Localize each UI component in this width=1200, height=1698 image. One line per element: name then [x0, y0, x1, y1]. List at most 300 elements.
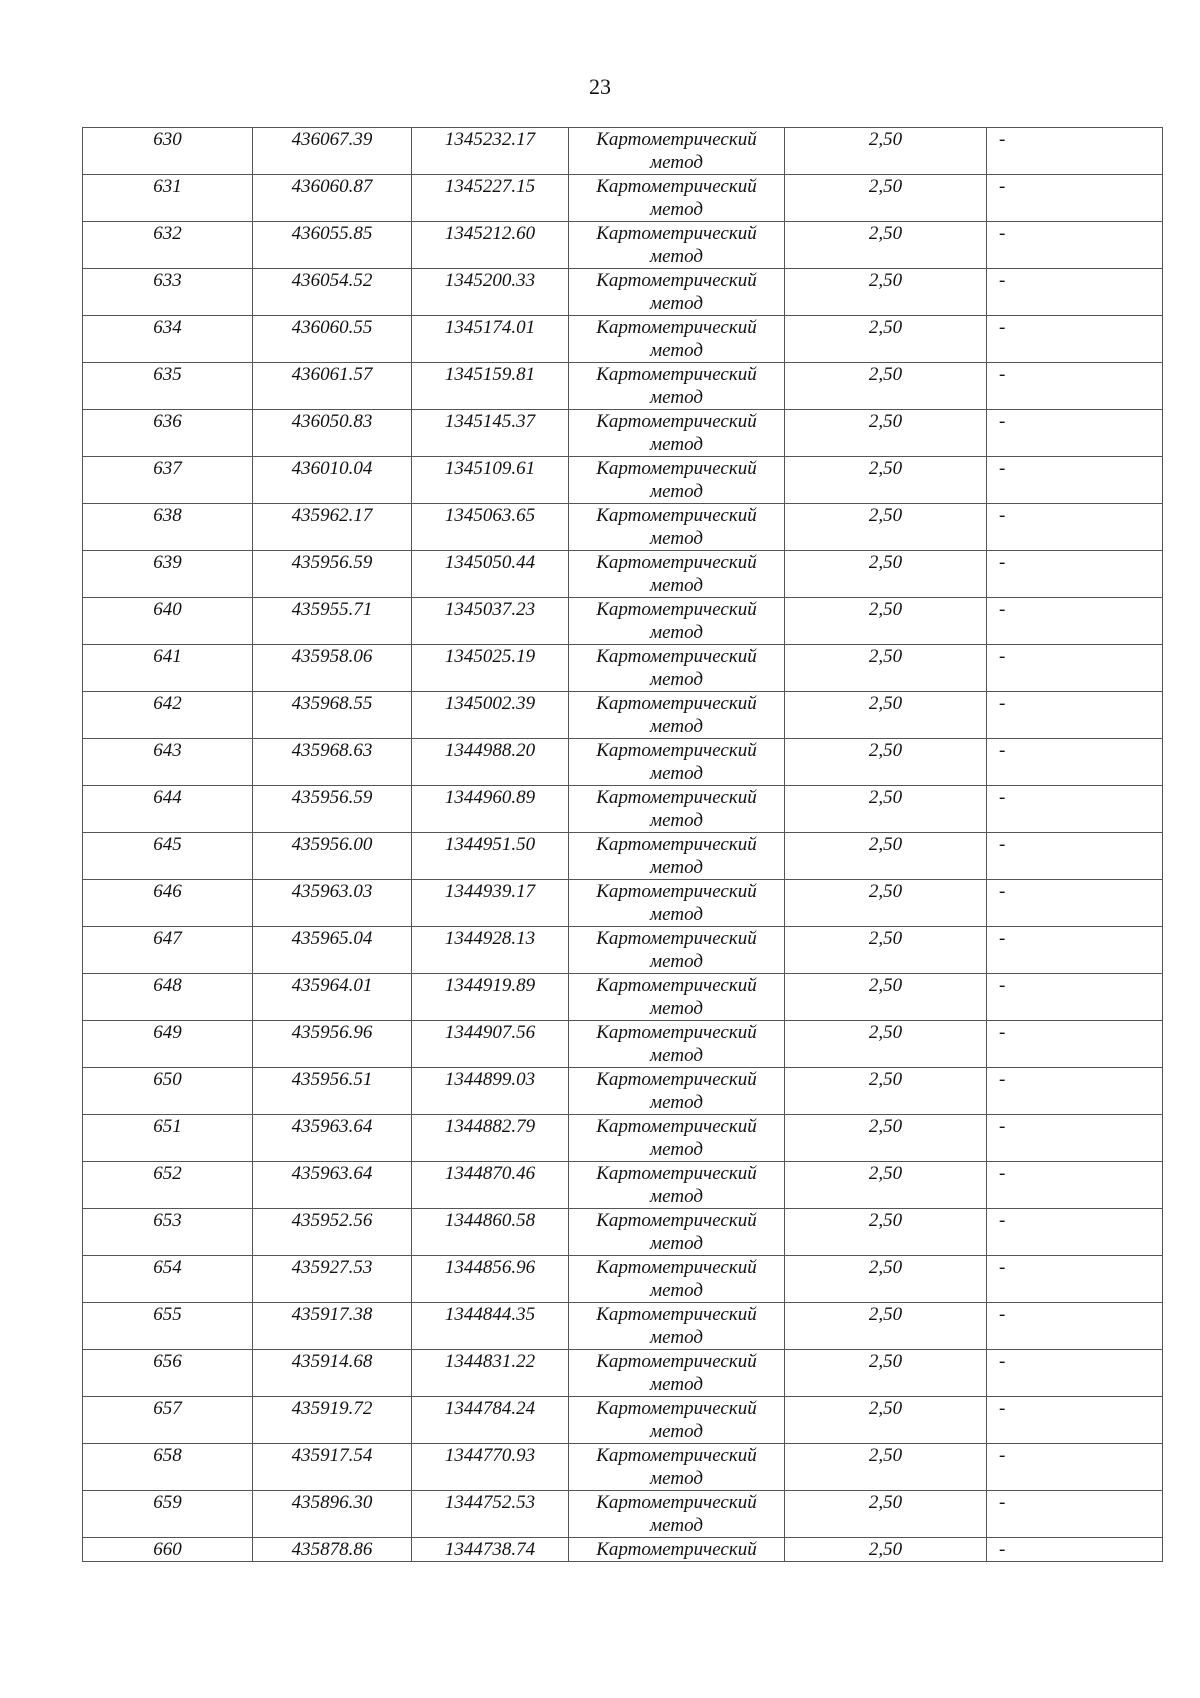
y-coordinate-text: 1344860.58: [444, 1210, 536, 1231]
y-coordinate-cell: [412, 1068, 569, 1115]
y-coordinate-cell: [412, 1256, 569, 1303]
x-coordinate-text: 435963.64: [291, 1163, 373, 1184]
accuracy-text: 2,50: [868, 176, 903, 197]
note-cell: [987, 1538, 1163, 1562]
point-number-text: 632: [153, 223, 182, 244]
accuracy-text: 2,50: [868, 975, 903, 996]
x-coordinate-cell: [253, 457, 412, 504]
y-coordinate-text: 1344960.89: [444, 787, 536, 808]
note-text: -: [999, 1022, 1006, 1043]
point-number-cell: [83, 880, 253, 927]
method-text: Картометрический метод: [596, 1398, 757, 1442]
note-cell: [987, 927, 1163, 974]
point-number-text: 652: [153, 1163, 182, 1184]
accuracy-text: 2,50: [868, 693, 903, 714]
note-text: -: [999, 1210, 1006, 1231]
x-coordinate-cell: [253, 1303, 412, 1350]
accuracy-cell: [785, 1209, 987, 1256]
x-coordinate-cell: [253, 1397, 412, 1444]
accuracy-cell: [785, 692, 987, 739]
y-coordinate-text: 1345212.60: [444, 223, 536, 244]
note-cell: [987, 316, 1163, 363]
accuracy-text: 2,50: [868, 787, 903, 808]
method-cell: [569, 645, 785, 692]
point-number-cell: [83, 269, 253, 316]
method-text: Картометрический метод: [596, 1257, 757, 1301]
accuracy-cell: [785, 1021, 987, 1068]
method-text: Картометрический метод: [596, 1116, 757, 1160]
x-coordinate-cell: [253, 1115, 412, 1162]
y-coordinate-cell: [412, 927, 569, 974]
y-coordinate-cell: [412, 222, 569, 269]
table-row: [83, 269, 1163, 316]
method-cell: [569, 504, 785, 551]
accuracy-text: 2,50: [868, 505, 903, 526]
accuracy-text: 2,50: [868, 834, 903, 855]
x-coordinate-cell: [253, 1162, 412, 1209]
note-text: -: [999, 834, 1006, 855]
note-cell: [987, 1256, 1163, 1303]
note-cell: [987, 645, 1163, 692]
table-row: [83, 927, 1163, 974]
y-coordinate-text: 1344907.56: [444, 1022, 536, 1043]
note-text: -: [999, 223, 1006, 244]
accuracy-cell: [785, 739, 987, 786]
x-coordinate-text: 435968.55: [291, 693, 373, 714]
y-coordinate-text: 1345227.15: [444, 176, 536, 197]
note-cell: [987, 786, 1163, 833]
x-coordinate-cell: [253, 363, 412, 410]
point-number-cell: [83, 175, 253, 222]
table-row: [83, 1256, 1163, 1303]
method-cell: [569, 175, 785, 222]
accuracy-cell: [785, 833, 987, 880]
point-number-cell: [83, 316, 253, 363]
y-coordinate-text: 1345025.19: [444, 646, 536, 667]
method-text: Картометрический метод: [596, 505, 757, 549]
y-coordinate-cell: [412, 457, 569, 504]
point-number-cell: [83, 363, 253, 410]
x-coordinate-cell: [253, 739, 412, 786]
method-text: Картометрический метод: [596, 317, 757, 361]
table-row: [83, 1209, 1163, 1256]
table-row: [83, 1491, 1163, 1538]
method-text: Картометрический метод: [596, 364, 757, 408]
point-number-text: 633: [153, 270, 182, 291]
x-coordinate-text: 435956.59: [291, 787, 373, 808]
method-text: Картометрический метод: [596, 1163, 757, 1207]
x-coordinate-cell: [253, 269, 412, 316]
x-coordinate-text: 435914.68: [291, 1351, 373, 1372]
x-coordinate-cell: [253, 927, 412, 974]
note-cell: [987, 1350, 1163, 1397]
point-number-text: 659: [153, 1492, 182, 1513]
x-coordinate-text: 435956.51: [291, 1069, 373, 1090]
y-coordinate-cell: [412, 598, 569, 645]
point-number-text: 658: [153, 1445, 182, 1466]
x-coordinate-cell: [253, 1068, 412, 1115]
accuracy-cell: [785, 457, 987, 504]
y-coordinate-cell: [412, 1162, 569, 1209]
note-text: -: [999, 646, 1006, 667]
point-number-text: 648: [153, 975, 182, 996]
accuracy-text: 2,50: [868, 270, 903, 291]
accuracy-text: 2,50: [868, 364, 903, 385]
method-text: Картометрический метод: [596, 176, 757, 220]
method-text: Картометрический метод: [596, 1210, 757, 1254]
point-number-cell: [83, 833, 253, 880]
point-number-cell: [83, 1021, 253, 1068]
accuracy-cell: [785, 1491, 987, 1538]
x-coordinate-text: 435956.59: [291, 552, 373, 573]
note-text: -: [999, 928, 1006, 949]
accuracy-text: 2,50: [868, 1492, 903, 1513]
table-row: [83, 1021, 1163, 1068]
method-cell: [569, 833, 785, 880]
accuracy-text: 2,50: [868, 1398, 903, 1419]
point-number-text: 637: [153, 458, 182, 479]
point-number-text: 636: [153, 411, 182, 432]
accuracy-cell: [785, 551, 987, 598]
y-coordinate-text: 1345232.17: [444, 129, 536, 150]
x-coordinate-text: 435956.96: [291, 1022, 373, 1043]
table-row: [83, 504, 1163, 551]
note-cell: [987, 880, 1163, 927]
method-text: Картометрический метод: [596, 223, 757, 267]
y-coordinate-text: 1344752.53: [444, 1492, 536, 1513]
y-coordinate-cell: [412, 1444, 569, 1491]
x-coordinate-cell: [253, 786, 412, 833]
y-coordinate-cell: [412, 974, 569, 1021]
method-text: Картометрический метод: [596, 270, 757, 314]
x-coordinate-text: 435917.54: [291, 1445, 373, 1466]
x-coordinate-text: 435958.06: [291, 646, 373, 667]
accuracy-cell: [785, 1350, 987, 1397]
x-coordinate-text: 435956.00: [291, 834, 373, 855]
x-coordinate-text: 435896.30: [291, 1492, 373, 1513]
method-text: Картометрический метод: [596, 975, 757, 1019]
point-number-cell: [83, 927, 253, 974]
method-cell: [569, 457, 785, 504]
method-cell: [569, 551, 785, 598]
point-number-text: 640: [153, 599, 182, 620]
x-coordinate-cell: [253, 1444, 412, 1491]
method-cell: [569, 598, 785, 645]
coordinates-table: [82, 127, 1163, 1562]
point-number-cell: [83, 457, 253, 504]
method-text: Картометрический метод: [596, 928, 757, 972]
point-number-cell: [83, 1397, 253, 1444]
note-text: -: [999, 599, 1006, 620]
accuracy-text: 2,50: [868, 1022, 903, 1043]
y-coordinate-cell: [412, 1397, 569, 1444]
x-coordinate-cell: [253, 974, 412, 1021]
note-cell: [987, 598, 1163, 645]
method-text: Картометрический метод: [596, 552, 757, 596]
point-number-text: 643: [153, 740, 182, 761]
accuracy-text: 2,50: [868, 458, 903, 479]
coordinates-table-body: [83, 128, 1163, 1562]
accuracy-text: 2,50: [868, 1539, 903, 1560]
method-cell: [569, 1491, 785, 1538]
y-coordinate-text: 1344939.17: [444, 881, 536, 902]
point-number-cell: [83, 692, 253, 739]
method-text: Картометрический метод: [596, 646, 757, 690]
point-number-cell: [83, 786, 253, 833]
note-cell: [987, 269, 1163, 316]
y-coordinate-cell: [412, 128, 569, 175]
note-text: -: [999, 129, 1006, 150]
point-number-cell: [83, 1350, 253, 1397]
method-text: Картометрический метод: [596, 1351, 757, 1395]
point-number-cell: [83, 739, 253, 786]
accuracy-cell: [785, 880, 987, 927]
method-text: Картометрический метод: [596, 1492, 757, 1536]
note-cell: [987, 222, 1163, 269]
method-cell: [569, 1209, 785, 1256]
x-coordinate-cell: [253, 1491, 412, 1538]
x-coordinate-text: 436010.04: [291, 458, 373, 479]
method-cell: [569, 1162, 785, 1209]
method-cell: [569, 1397, 785, 1444]
method-cell: [569, 739, 785, 786]
y-coordinate-text: 1345159.81: [444, 364, 536, 385]
accuracy-text: 2,50: [868, 1116, 903, 1137]
method-cell: [569, 692, 785, 739]
x-coordinate-cell: [253, 1209, 412, 1256]
method-cell: [569, 128, 785, 175]
note-text: -: [999, 458, 1006, 479]
x-coordinate-cell: [253, 504, 412, 551]
y-coordinate-text: 1344951.50: [444, 834, 536, 855]
note-text: -: [999, 740, 1006, 761]
method-cell: [569, 1256, 785, 1303]
x-coordinate-text: 436050.83: [291, 411, 373, 432]
table-row: [83, 880, 1163, 927]
y-coordinate-text: 1344770.93: [444, 1445, 536, 1466]
note-text: -: [999, 1398, 1006, 1419]
table-row: [83, 645, 1163, 692]
point-number-text: 639: [153, 552, 182, 573]
accuracy-cell: [785, 1303, 987, 1350]
point-number-cell: [83, 1256, 253, 1303]
x-coordinate-cell: [253, 1350, 412, 1397]
accuracy-text: 2,50: [868, 129, 903, 150]
point-number-cell: [83, 128, 253, 175]
y-coordinate-cell: [412, 645, 569, 692]
method-cell: [569, 974, 785, 1021]
x-coordinate-text: 435964.01: [291, 975, 373, 996]
y-coordinate-text: 1345200.33: [444, 270, 536, 291]
point-number-text: 630: [153, 129, 182, 150]
table-row: [83, 457, 1163, 504]
x-coordinate-cell: [253, 833, 412, 880]
note-cell: [987, 551, 1163, 598]
note-cell: [987, 1162, 1163, 1209]
accuracy-cell: [785, 175, 987, 222]
accuracy-cell: [785, 363, 987, 410]
x-coordinate-cell: [253, 410, 412, 457]
note-text: -: [999, 1304, 1006, 1325]
point-number-cell: [83, 598, 253, 645]
table-row: [83, 1538, 1163, 1562]
method-text: Картометрический метод: [596, 129, 757, 173]
note-cell: [987, 833, 1163, 880]
y-coordinate-text: 1345174.01: [444, 317, 536, 338]
y-coordinate-text: 1344784.24: [444, 1398, 536, 1419]
note-text: -: [999, 1116, 1006, 1137]
table-row: [83, 739, 1163, 786]
y-coordinate-cell: [412, 1021, 569, 1068]
y-coordinate-cell: [412, 504, 569, 551]
method-cell: [569, 1538, 785, 1562]
accuracy-cell: [785, 974, 987, 1021]
table-row: [83, 786, 1163, 833]
note-cell: [987, 457, 1163, 504]
table-row: [83, 1350, 1163, 1397]
point-number-cell: [83, 410, 253, 457]
y-coordinate-text: 1344831.22: [444, 1351, 536, 1372]
table-row: [83, 316, 1163, 363]
method-text: Картометрический метод: [596, 881, 757, 925]
note-text: -: [999, 505, 1006, 526]
x-coordinate-text: 435965.04: [291, 928, 373, 949]
note-cell: [987, 410, 1163, 457]
accuracy-text: 2,50: [868, 1069, 903, 1090]
accuracy-cell: [785, 504, 987, 551]
x-coordinate-text: 436055.85: [291, 223, 373, 244]
accuracy-cell: [785, 1397, 987, 1444]
point-number-cell: [83, 1303, 253, 1350]
note-cell: [987, 1491, 1163, 1538]
x-coordinate-cell: [253, 880, 412, 927]
point-number-text: 650: [153, 1069, 182, 1090]
table-row: [83, 833, 1163, 880]
accuracy-text: 2,50: [868, 1257, 903, 1278]
table-row: [83, 598, 1163, 645]
note-cell: [987, 363, 1163, 410]
y-coordinate-text: 1345063.65: [444, 505, 536, 526]
method-cell: [569, 222, 785, 269]
accuracy-cell: [785, 1162, 987, 1209]
method-text: Картометрический метод: [596, 599, 757, 643]
method-text: Картометрический метод: [596, 787, 757, 831]
x-coordinate-cell: [253, 692, 412, 739]
note-text: -: [999, 1257, 1006, 1278]
y-coordinate-text: 1344856.96: [444, 1257, 536, 1278]
y-coordinate-cell: [412, 1115, 569, 1162]
point-number-text: 635: [153, 364, 182, 385]
y-coordinate-text: 1345050.44: [444, 552, 536, 573]
point-number-text: 649: [153, 1022, 182, 1043]
method-text: Картометрический: [596, 1539, 757, 1560]
note-cell: [987, 1397, 1163, 1444]
point-number-text: 642: [153, 693, 182, 714]
y-coordinate-text: 1344738.74: [444, 1539, 536, 1560]
point-number-text: 641: [153, 646, 182, 667]
note-text: -: [999, 1445, 1006, 1466]
method-text: Картометрический метод: [596, 1022, 757, 1066]
note-text: -: [999, 411, 1006, 432]
note-text: -: [999, 176, 1006, 197]
y-coordinate-cell: [412, 551, 569, 598]
y-coordinate-text: 1345037.23: [444, 599, 536, 620]
note-text: -: [999, 364, 1006, 385]
method-cell: [569, 1068, 785, 1115]
y-coordinate-cell: [412, 175, 569, 222]
accuracy-cell: [785, 786, 987, 833]
accuracy-text: 2,50: [868, 1210, 903, 1231]
point-number-text: 646: [153, 881, 182, 902]
table-row: [83, 1068, 1163, 1115]
note-text: -: [999, 881, 1006, 902]
method-cell: [569, 316, 785, 363]
x-coordinate-cell: [253, 598, 412, 645]
accuracy-cell: [785, 269, 987, 316]
note-text: -: [999, 787, 1006, 808]
point-number-cell: [83, 1491, 253, 1538]
y-coordinate-cell: [412, 316, 569, 363]
accuracy-text: 2,50: [868, 881, 903, 902]
accuracy-text: 2,50: [868, 740, 903, 761]
y-coordinate-cell: [412, 410, 569, 457]
point-number-text: 654: [153, 1257, 182, 1278]
accuracy-cell: [785, 1068, 987, 1115]
table-row: [83, 222, 1163, 269]
accuracy-text: 2,50: [868, 317, 903, 338]
method-cell: [569, 927, 785, 974]
y-coordinate-cell: [412, 786, 569, 833]
note-text: -: [999, 693, 1006, 714]
accuracy-text: 2,50: [868, 552, 903, 573]
note-text: -: [999, 975, 1006, 996]
accuracy-cell: [785, 1256, 987, 1303]
x-coordinate-text: 436060.55: [291, 317, 373, 338]
accuracy-text: 2,50: [868, 928, 903, 949]
point-number-text: 655: [153, 1304, 182, 1325]
note-cell: [987, 692, 1163, 739]
point-number-cell: [83, 1068, 253, 1115]
x-coordinate-text: 435963.64: [291, 1116, 373, 1137]
x-coordinate-text: 436054.52: [291, 270, 373, 291]
y-coordinate-text: 1344882.79: [444, 1116, 536, 1137]
method-cell: [569, 880, 785, 927]
note-text: -: [999, 1163, 1006, 1184]
accuracy-cell: [785, 1115, 987, 1162]
point-number-text: 653: [153, 1210, 182, 1231]
y-coordinate-cell: [412, 1538, 569, 1562]
method-text: Картометрический метод: [596, 1304, 757, 1348]
x-coordinate-text: 435963.03: [291, 881, 373, 902]
table-row: [83, 1303, 1163, 1350]
x-coordinate-text: 435955.71: [291, 599, 373, 620]
x-coordinate-text: 435968.63: [291, 740, 373, 761]
accuracy-text: 2,50: [868, 1304, 903, 1325]
accuracy-cell: [785, 927, 987, 974]
note-cell: [987, 175, 1163, 222]
note-cell: [987, 504, 1163, 551]
x-coordinate-cell: [253, 1538, 412, 1562]
accuracy-cell: [785, 410, 987, 457]
page-number: 23: [589, 74, 611, 99]
table-row: [83, 1115, 1163, 1162]
x-coordinate-text: 435927.53: [291, 1257, 373, 1278]
y-coordinate-text: 1345145.37: [444, 411, 536, 432]
point-number-text: 644: [153, 787, 182, 808]
x-coordinate-text: 435952.56: [291, 1210, 373, 1231]
note-cell: [987, 1068, 1163, 1115]
point-number-cell: [83, 504, 253, 551]
